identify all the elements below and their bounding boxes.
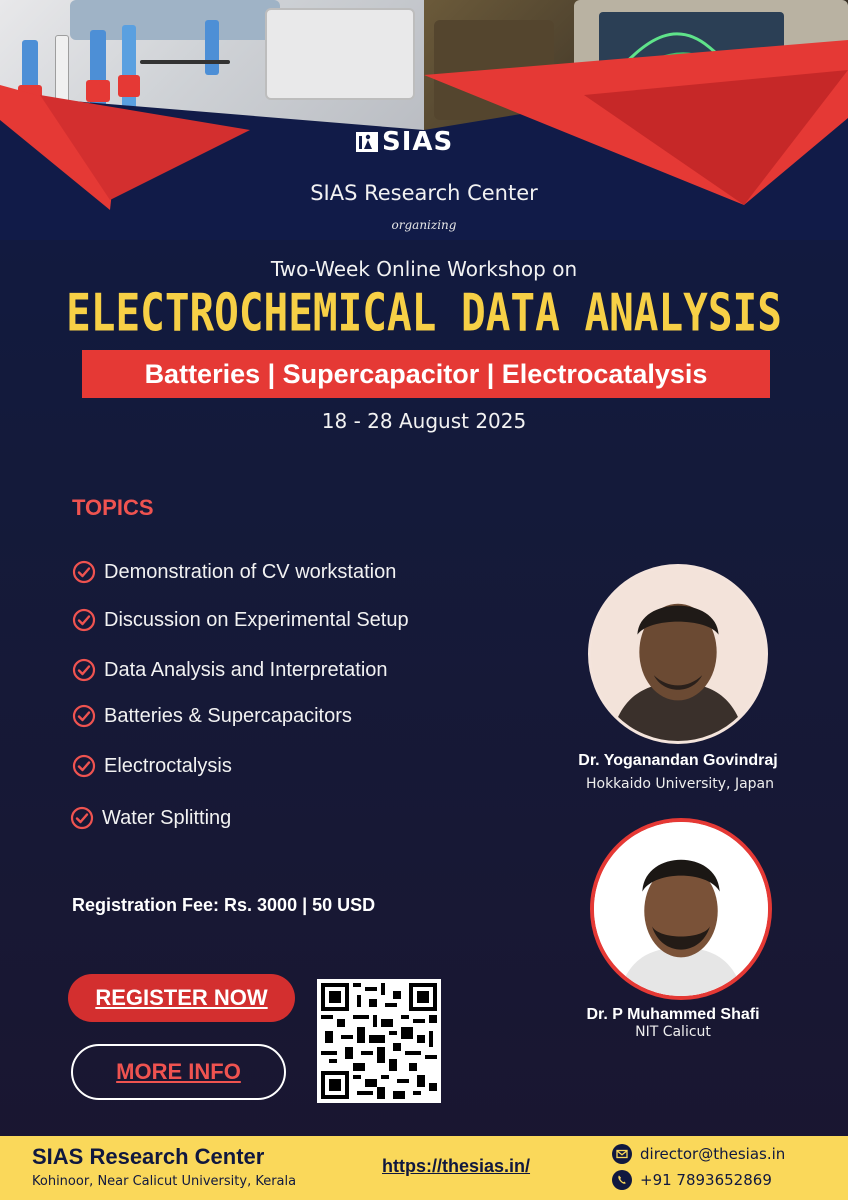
check-circle-icon [72,658,96,682]
mail-icon [612,1144,632,1164]
footer-org-name: SIAS Research Center [32,1144,265,1169]
topic-item [70,806,231,830]
qr-code[interactable] [317,979,441,1103]
speaker-portrait [594,822,768,996]
registration-fee: Registration Fee: Rs. 3000 | 50 USD [72,895,376,915]
workshop-subtitle: Two-Week Online Workshop on [270,257,578,281]
organizer-name: SIAS Research Center [310,181,538,205]
sias-logo-icon [356,130,378,154]
speaker-1-affiliation: Hokkaido University, Japan [585,776,774,792]
cable [140,60,230,64]
topic-item [72,704,352,728]
more-info-label: MORE INFO [116,1059,241,1084]
topics-heading: TOPICS [72,495,154,520]
workshop-dates: 18 - 28 August 2025 [321,409,527,433]
phone-text: +91 7893652869 [640,1171,772,1189]
topic-label: Electroctalysis [104,754,232,777]
topic-label: Water Splitting [102,806,232,829]
speaker-1-avatar [588,564,768,744]
check-circle-icon [72,704,96,728]
tagline-banner [82,350,770,398]
speaker-1-name: Dr. Yoganandan Govindraj [578,752,778,769]
check-circle-icon [72,560,96,584]
topic-item [72,658,388,682]
cell-cap [118,75,140,97]
footer-phone[interactable] [612,1170,772,1190]
sias-logo [356,127,453,157]
topic-item [72,608,409,632]
speaker-2-affiliation: NIT Calicut [635,1024,711,1040]
potentiostat-box [265,8,415,100]
check-circle-icon [72,754,96,778]
cell-cap [86,80,110,102]
topic-label: Data Analysis and Interpretation [104,658,388,681]
speaker-2-name: Dr. P Muhammed Shafi [586,1006,760,1023]
speaker-2-avatar [590,818,772,1000]
check-circle-icon [72,608,96,632]
more-info-button[interactable] [71,1044,286,1100]
logo-text: SIAS [382,127,454,157]
footer-address: Kohinoor, Near Calicut University, Kerala [32,1174,297,1189]
email-text: director@thesias.in [640,1145,786,1163]
workshop-title: ELECTROCHEMICAL DATA ANALYSIS [66,283,782,343]
electrode-cell [122,25,136,110]
speaker-portrait [591,567,765,741]
electrode-cell [205,20,219,75]
register-now-button[interactable] [68,974,295,1022]
topic-label: Discussion on Experimental Setup [104,608,409,631]
footer-email[interactable] [612,1144,785,1164]
phone-icon [612,1170,632,1190]
topic-label: Demonstration of CV workstation [104,560,397,583]
qr-code-icon [321,983,437,1099]
topic-item [72,754,232,778]
topic-label: Batteries & Supercapacitors [104,704,352,727]
organizing-label: organizing [391,218,457,232]
check-circle-icon [70,806,94,830]
register-now-label: REGISTER NOW [95,985,268,1010]
tagline-text: Batteries | Supercapacitor | Electrocatalysis [144,358,708,389]
topic-item [72,560,396,584]
website-link[interactable]: https://thesias.in/ [382,1156,531,1176]
footer-bar [0,1136,848,1200]
